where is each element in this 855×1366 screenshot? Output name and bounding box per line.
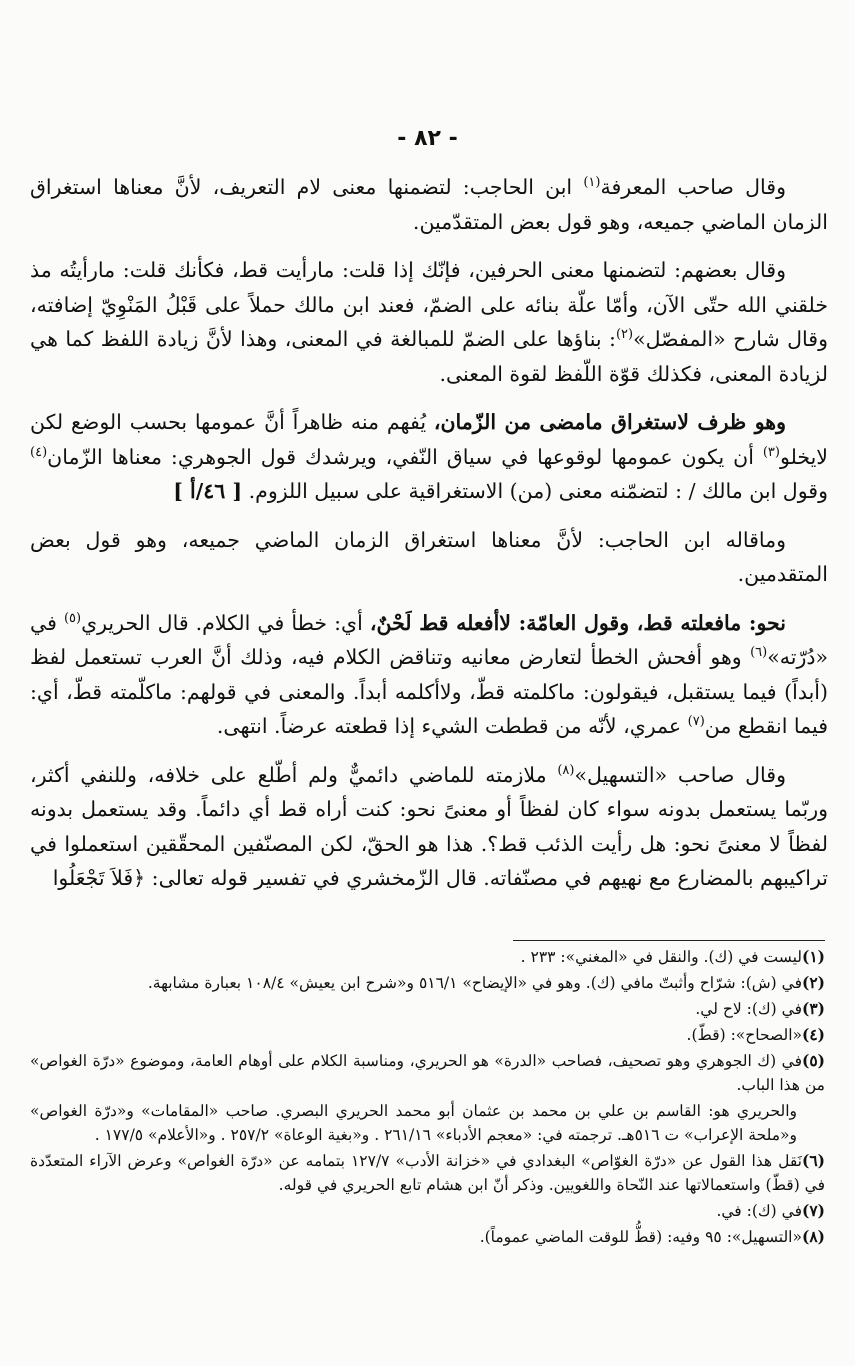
- footnote: [30, 971, 825, 995]
- footnote-ref: (٦): [750, 645, 768, 661]
- footnote-ref: (٥): [63, 610, 82, 626]
- text-run: في «دُرّته»: [30, 610, 829, 669]
- text-run: ملازمته للماضي دائميٌّ ولم أطّلع على خلافه، وللنفي أكثر، وربّما يستعمل بدونه سواء كان لفظاً أو معنىً نحو: كنت أراه قط أي دائماً. وقد يستعمل بدونه لفظاً لا معنىً نحو: هل رأيت الذئب قط؟. هذا هو الحقّ، لكن المصنّفين المحقّقين استعملوا في تراكيبهم بالمضارع مع نهيهم في مصنّفاته. قال الزّمخشري في تفسير قوله تعالى: ﴿فَلاَ تَجْعَلُوا: [30, 762, 828, 890]
- text-run: : بناؤها على الضمّ للمبالغة في المعنى، وهذا لأنَّ زيادة اللفظ كما هي لزيادة المعنى، فكذلك قوّة اللّفظ لقوة المعنى.: [30, 327, 828, 386]
- footnote-number: (١): [801, 947, 825, 966]
- paragraph: [30, 758, 828, 896]
- footnote-number: (٣): [801, 999, 825, 1018]
- text-run: وقال صاحب «التسهيل»: [574, 762, 786, 787]
- footnote-ref: (٨): [557, 762, 575, 778]
- bold-text: [ ٤٦/أ ]: [173, 479, 243, 503]
- footnote: [30, 1023, 825, 1047]
- footnote-ref: (٤): [30, 444, 48, 460]
- bold-text: نحو: مافعلته قط، وقول العامّة: لاأفعله قط لَحْنٌ،: [369, 610, 786, 635]
- paragraph: [30, 170, 828, 239]
- text-run: وقول ابن مالك / : لتضمّنه معنى (من) الاستغراقية على سبيل اللزوم.: [242, 479, 828, 503]
- footnote-ref: (٣): [762, 444, 780, 460]
- footnote: [30, 1199, 825, 1223]
- footnote-number: (٧): [801, 1201, 825, 1220]
- footnote-text: في (ك الجوهري وهو تصحيف، فصاحب «الدرة» هو الحريري، ومناسبة الكلام على أوهام العامة، وموضوع «درّة الغواص» من هذا الباب.: [30, 1052, 825, 1094]
- footnote: [30, 1225, 825, 1249]
- footnote-ref: (٢): [615, 327, 634, 343]
- text-run: وقال صاحب المعرفة: [600, 175, 786, 199]
- text-run: أي: خطأ في الكلام. قال الحريري: [81, 610, 370, 635]
- footnote-text: «التسهيل»: ٩٥ وفيه: (قطُّ للوقت الماضي عموماً).: [479, 1228, 802, 1246]
- page-number: - ٨٢ -: [397, 126, 458, 151]
- footnote-text: في (ك): في.: [716, 1202, 802, 1220]
- footnote: [30, 1049, 825, 1097]
- paragraph: [30, 606, 828, 744]
- footnote-text: «الصحاح»: (قطّ).: [686, 1026, 802, 1044]
- paragraph: [30, 253, 828, 391]
- bold-text: وهو ظرف لاستغراق مامضى من الزّمان،: [433, 410, 786, 434]
- footnote-text: نَقل هذا القول عن «درّة الغوّاص» البغدادي في «خزانة الأدب» ١٢٧/٧ بتمامه عن «درّة الغواص» وعرض الآراء المتعدّدة في (قطّ) واستعمالاتها عند النّحاة واللغويين. وذكر أنّ ابن هشام تابع الحريري في قوله.: [30, 1152, 825, 1194]
- paragraph: [30, 523, 828, 592]
- footnote-number: (٤): [801, 1025, 825, 1044]
- footnote: [30, 945, 825, 969]
- footnote: [30, 1099, 825, 1147]
- footnote-number: (٢): [801, 973, 825, 992]
- text-run: أن يكون عمومها لوقوعها في سياق النّفي، ويرشدك قول الجوهري: معناها الزّمان: [47, 444, 763, 469]
- footnote: [30, 997, 825, 1021]
- footnotes: [30, 945, 825, 1251]
- footnote-number: (٦): [801, 1151, 825, 1170]
- text-run: وهو أفحش الخطأ لتعارض معانيه وتناقض الكلام فيه، وذلك أنَّ العرب تستعمل لفظ (أبداً) فيما يستقبل، فيقولون: ماكلمته قطّ، ولاأكلمه أبداً. والمعنى في قولهم: ماكلّمته قطّ، أي: فيما انقطع من: [30, 645, 828, 738]
- footnote-ref: (٧): [687, 714, 705, 730]
- footnote-divider: [513, 940, 825, 941]
- text-run: يُفهم منه ظاهراً أنَّ عمومها بحسب الوضع لكن لايخلو: [30, 410, 828, 469]
- text-run: وقال بعضهم: لتضمنها معنى الحرفين، فإنّك إذا قلت: مارأيت قط، فكأنك قلت: مارأيتُه مذ خلقني الله حتّى الآن، وأمّا علّة بنائه على الضمّ، فعند ابن مالك حملاً على قَبْلُ المَنْوِيّ إضافته، وقال شارح «المفصّل»: [30, 258, 828, 351]
- footnote-text: في (ك): لاح لي.: [695, 1000, 802, 1018]
- footnote-ref: (١): [583, 175, 601, 191]
- footnote-number: (٥): [801, 1051, 825, 1070]
- footnote-text: ليست في (ك). والنقل في «المغني»: ٢٣٣ .: [520, 948, 802, 966]
- footnote-text: في (ش): شرّاح وأثبتّ مافي (ك). وهو في «الإيضاح» ٥١٦/١ و«شرح ابن يعيش» ١٠٨/٤ بعبارة مشابهة.: [147, 974, 802, 992]
- text-run: عمري، لأنّه من قططت الشيء إذا قطعته عرضاً. انتهى.: [216, 714, 688, 738]
- paragraph: [30, 405, 828, 509]
- main-text: [30, 170, 828, 910]
- text-run: وماقاله ابن الحاجب: لأنَّ معناها استغراق الزمان الماضي جميعه، وهو قول بعض المتقدمين.: [30, 527, 828, 586]
- text-run: ابن الحاجب: لتضمنها معنى لام التعريف، لأنَّ معناها استغراق الزمان الماضي جميعه، وهو قول بعض المتقدّمين.: [30, 175, 828, 234]
- footnote-number: (٨): [801, 1227, 825, 1246]
- footnote: [30, 1149, 825, 1197]
- footnote-text: والحريري هو: القاسم بن علي بن محمد بن عثمان أبو محمد الحريري البصري. صاحب «المقامات» و«درّة الغواص» و«ملحة الإعراب» ت ٥١٦هـ. ترجمته في: «معجم الأدباء» ٢٦١/١٦ . و«بغية الوعاة» ٢٥٧/٢ . و«الأعلام» ١٧٧/٥ .: [30, 1102, 797, 1144]
